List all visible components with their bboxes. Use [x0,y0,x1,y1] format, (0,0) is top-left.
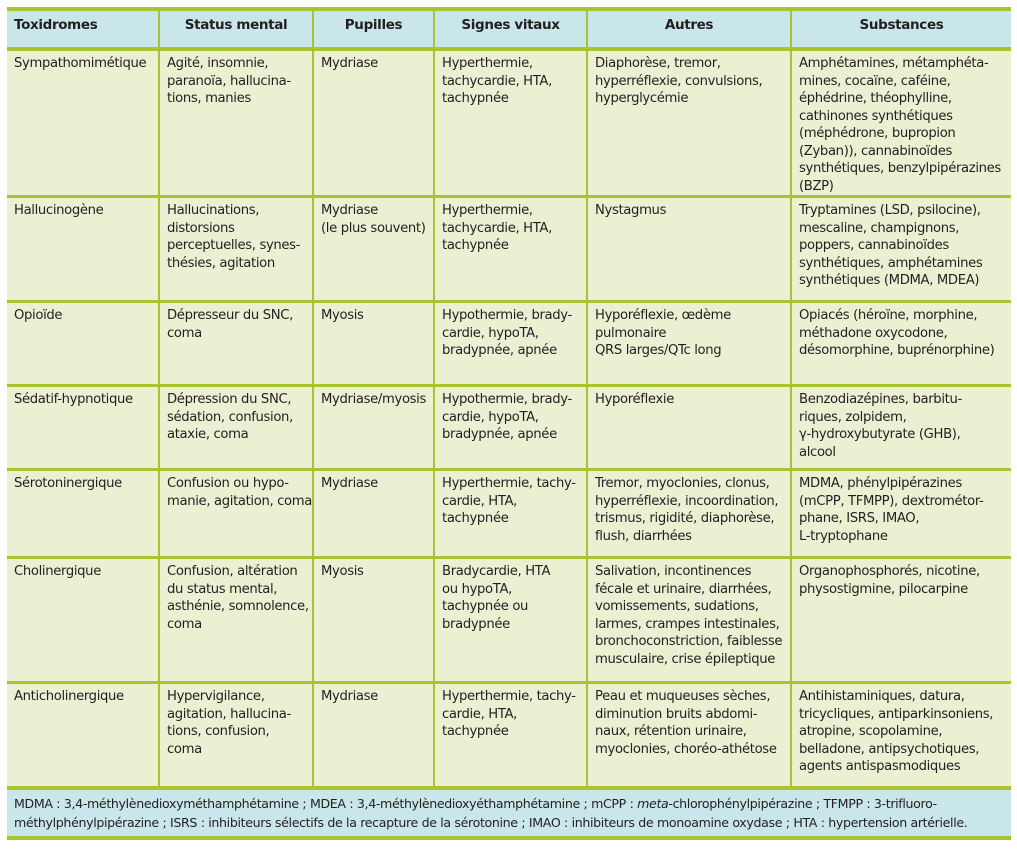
header-substances: Substances [791,9,1011,49]
toxidromes-table-container [7,7,1011,840]
cell-line: coma [167,616,202,632]
cell-autres [587,49,791,197]
cell-line: Nystagmus [595,203,667,218]
cell-line: fécale et urinaire, diarrhées, [595,581,772,597]
cell-autres [587,683,791,786]
cell-autres [587,302,791,386]
cell-line: Myosis [321,564,364,579]
header-toxidromes: Toxidromes [7,9,159,49]
cell-line: éphédrine, théophylline, [799,91,952,106]
header-autres: Autres [587,9,791,49]
cell-line: coma [167,325,202,341]
cell-line: Hallucinations, [167,203,260,218]
cell-line: Confusion ou hypo- [167,476,289,491]
cell-line: tachypnée [442,724,509,739]
cell-toxidrome [7,49,159,197]
cell-signes-vitaux [434,386,587,470]
cell-line: phane, ISRS, IMAO, [799,511,920,526]
cell-line: physostigmine, pilocarpine [799,581,968,597]
cell-line: Hyperthermie, tachy- [442,476,576,491]
cell-line: Hypervigilance, [167,689,265,704]
cell-status-mental [159,470,313,558]
cell-line: Mydriase [321,476,378,491]
table-row [7,683,1011,786]
cell-line: agents antispasmodiques [799,759,961,774]
cell-line: Peau et muqueuses sèches, [595,689,771,704]
cell-line: bradypnée [442,616,510,632]
cell-substances [791,49,1011,197]
cell-line: Sympathomimétique [14,56,147,71]
cell-line: méthadone oxycodone, [799,325,948,341]
cell-pupilles [313,683,434,786]
cell-signes-vitaux [434,683,587,786]
cell-line: paranoïa, hallucina- [167,73,291,89]
cell-line: Hyporéflexie, œdème [595,308,731,323]
cell-line: atropine, scopolamine, [799,724,943,739]
cell-toxidrome [7,683,159,786]
cell-line: hyperréflexie, incoordination, [595,493,779,509]
cell-autres [587,470,791,558]
cell-line: Salivation, incontinences [595,564,752,579]
cell-line: du status mental, [167,581,278,597]
cell-line: vomissements, sudations, [595,599,759,614]
cell-substances [791,683,1011,786]
cell-line: Antihistaminiques, datura, [799,689,965,704]
cell-line: Mydriase [321,56,378,71]
cell-status-mental [159,683,313,786]
cell-line: désomorphine, buprénorphine) [799,343,995,358]
cell-autres [587,197,791,302]
cell-line: hyperglycémie [595,91,689,106]
cell-line: Bradycardie, HTA [442,564,551,579]
cell-line: tachypnée [442,91,509,106]
cell-line: Diaphorèse, tremor, [595,56,721,71]
cell-line: Hyperthermie, [442,203,533,218]
cell-line: sédation, confusion, [167,409,293,425]
cell-line: flush, diarrhées [595,528,692,544]
footnote-italic: meta [637,795,669,811]
cell-line: poppers, cannabinoïdes [799,238,949,253]
cell-line: Hypothermie, brady- [442,392,572,407]
cell-line: (le plus souvent) [321,220,426,236]
cell-line: QRS larges/QTc long [595,343,722,358]
cell-line: riques, zolpidem, [799,409,907,425]
cell-line: Benzodiazépines, barbitu- [799,392,962,407]
cell-line: Opioïde [14,308,63,323]
cell-status-mental [159,49,313,197]
footnote-text-2: -chlorophénylpipérazine ; TFMPP : 3-trifluoro-méthylphénylpipérazine ; ISRS : inhibiteurs sélectifs de la recapture de la sérotonine ; IMAO : inhibiteurs de monoamine oxydase ; HTA : hypertension artérielle. [14,795,968,830]
cell-line: Myosis [321,308,364,323]
cell-line: Opiacés (héroïne, morphine, [799,308,978,323]
cell-toxidrome [7,302,159,386]
cell-line: Cholinergique [14,564,101,579]
table-row [7,49,1011,197]
cell-line: Dépression du SNC, [167,392,292,407]
cell-line: L-tryptophane [799,528,888,544]
cell-line: Confusion, altération [167,564,298,579]
cell-line: Hallucinogène [14,203,104,218]
cell-line: synthétiques (MDMA, MDEA) [799,273,980,288]
table-row [7,302,1011,386]
cell-toxidrome [7,386,159,470]
cell-line: tions, manies [167,91,251,106]
cell-status-mental [159,302,313,386]
cell-line: agitation, hallucina- [167,706,291,722]
cell-line: Tryptamines (LSD, psilocine), [799,203,981,218]
cell-line: coma [167,741,202,757]
cell-line: cardie, HTA, [442,493,518,509]
cell-line: Mydriase [321,689,378,704]
cell-substances [791,386,1011,470]
cell-signes-vitaux [434,49,587,197]
cell-signes-vitaux [434,302,587,386]
cell-line: tachypnée [442,511,509,526]
cell-pupilles [313,386,434,470]
cell-line: myoclonies, choréo-athétose [595,741,777,757]
cell-substances [791,197,1011,302]
cell-autres [587,558,791,683]
cell-substances [791,302,1011,386]
cell-status-mental [159,386,313,470]
cell-line: bradypnée, apnée [442,343,557,358]
cell-line: Agité, insomnie, [167,56,269,71]
cell-line: Dépresseur du SNC, [167,308,293,323]
table-footnote [7,786,1011,840]
cell-line: MDMA, phénylpipérazines [799,476,962,491]
cell-line: Mydriase/myosis [321,392,427,407]
cell-line: Tremor, myoclonies, clonus, [595,476,770,491]
cell-line: alcool [799,444,836,460]
cell-line: thésies, agitation [167,255,275,271]
cell-line: (Zyban)), cannabinoïdes [799,143,953,159]
cell-line: mines, cocaïne, caféine, [799,73,951,89]
cell-line: hyperréflexie, convulsions, [595,73,763,89]
cell-toxidrome [7,470,159,558]
cell-line: asthénie, somnolence, [167,599,309,614]
cell-line: diminution bruits abdomi- [595,706,758,722]
cell-line: tachycardie, HTA, [442,220,552,236]
cell-line: tachypnée [442,238,509,253]
cell-line: bradypnée, apnée [442,427,557,442]
cell-autres [587,386,791,470]
cell-substances [791,470,1011,558]
cell-line: γ-hydroxybutyrate (GHB), [799,427,961,442]
cell-line: Sédatif-hypnotique [14,392,133,407]
cell-line: naux, rétention urinaire, [595,724,747,739]
cell-line: (mCPP, TFMPP), dextrométor- [799,493,984,509]
cell-pupilles [313,470,434,558]
cell-line: trismus, rigidité, diaphorèse, [595,511,775,526]
cell-line: Mydriase [321,203,378,218]
cell-line: tions, confusion, [167,724,270,739]
cell-pupilles [313,558,434,683]
cell-line: tachypnée ou [442,599,529,614]
table-row [7,197,1011,302]
cell-line: cardie, hypoTA, [442,409,539,425]
cell-signes-vitaux [434,558,587,683]
cell-line: larmes, crampes intestinales, [595,616,780,632]
cell-line: perceptuelles, synes- [167,238,301,253]
cell-status-mental [159,558,313,683]
cell-line: synthétiques, benzylpipérazines [799,161,1001,176]
cell-line: Amphétamines, métamphéta- [799,56,989,71]
cell-pupilles [313,302,434,386]
table-body [7,49,1011,786]
table-row [7,558,1011,683]
cell-line: belladone, antipsychotiques, [799,741,980,757]
cell-signes-vitaux [434,197,587,302]
cell-line: tachycardie, HTA, [442,73,552,89]
cell-line: Hyperthermie, tachy- [442,689,576,704]
cell-substances [791,558,1011,683]
table-row [7,470,1011,558]
cell-line: ou hypoTA, [442,581,512,597]
cell-line: ataxie, coma [167,427,249,442]
cell-line: (BZP) [799,178,834,194]
cell-line: Hypothermie, brady- [442,308,572,323]
header-row [7,9,1011,49]
cell-line: distorsions [167,220,235,236]
cell-toxidrome [7,558,159,683]
header-signes-vitaux: Signes vitaux [434,9,587,49]
cell-pupilles [313,49,434,197]
cell-line: bronchoconstriction, faiblesse [595,634,783,649]
cell-line: tricycliques, antiparkinsoniens, [799,706,994,722]
footnote-text-1: MDMA : 3,4-méthylènedioxyméthamphétamine ; MDEA : 3,4-méthylènedioxyéthamphétamine ; mCPP : [14,795,638,811]
header-pupilles: Pupilles [313,9,434,49]
cell-line: Sérotoninergique [14,476,122,491]
cell-toxidrome [7,197,159,302]
cell-line: manie, agitation, coma [167,493,313,509]
cell-pupilles [313,197,434,302]
cell-line: cardie, hypoTA, [442,325,539,341]
cell-line: Organophosphorés, nicotine, [799,564,980,579]
cell-line: musculaire, crise épileptique [595,651,776,667]
cell-line: Anticholinergique [14,689,124,704]
cell-line: Hyperthermie, [442,56,533,71]
cell-line: mescaline, champignons, [799,220,960,236]
header-status-mental: Status mental [159,9,313,49]
cell-line: cathinones synthétiques [799,108,953,124]
toxidromes-table [7,7,1011,786]
table-row [7,386,1011,470]
cell-signes-vitaux [434,470,587,558]
cell-line: (méphédrone, bupropion [799,126,956,141]
cell-line: Hyporéflexie [595,392,674,407]
cell-line: synthétiques, amphétamines [799,255,983,271]
cell-status-mental [159,197,313,302]
cell-line: pulmonaire [595,325,667,341]
cell-line: cardie, HTA, [442,706,518,722]
